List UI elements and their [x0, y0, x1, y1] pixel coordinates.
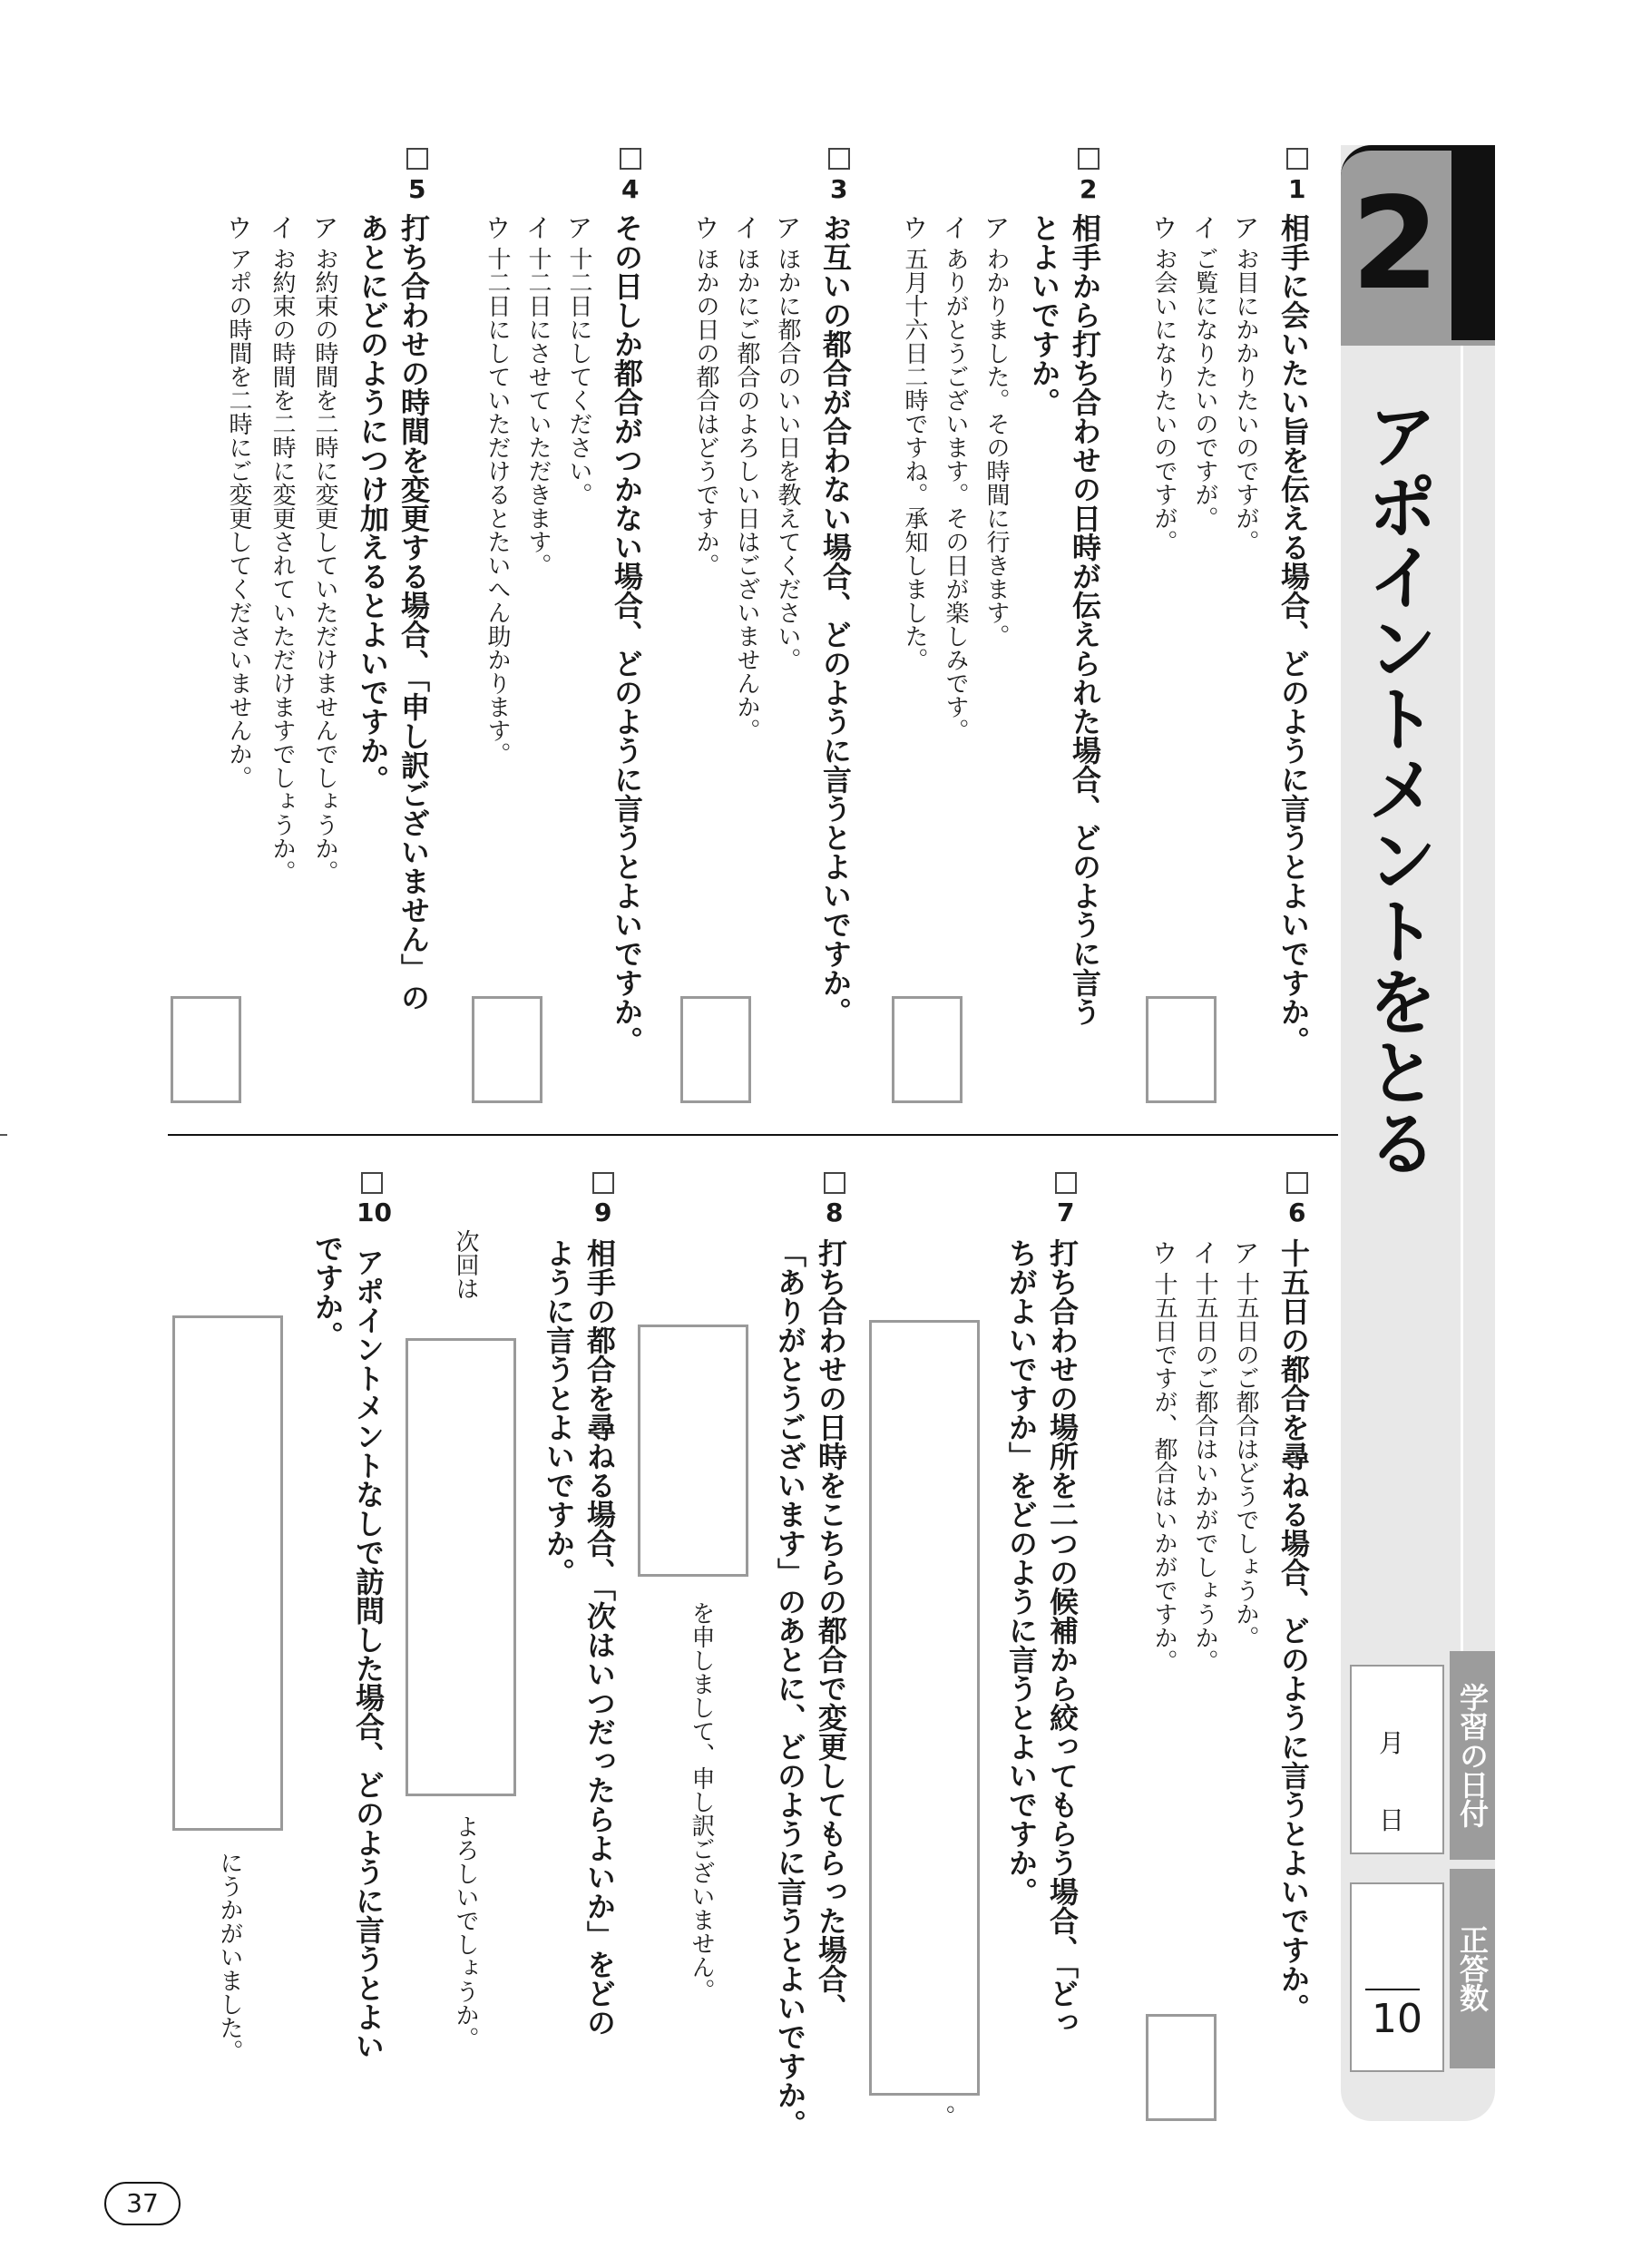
- q1-choice-i-label: イ: [1193, 213, 1219, 243]
- question-9-number: 9: [594, 1198, 612, 1227]
- q2-choice-u-label: ウ: [903, 213, 929, 243]
- question-4-text: その日しか都合がつかない場合、どのように言うとよいですか。: [610, 213, 644, 1055]
- question-2-number: 2: [1080, 174, 1098, 204]
- question-9-text-line-1: 相手の都合を尋ねる場合、「次はいつだったらよいか」をどの: [582, 1238, 617, 2037]
- question-2-text-line-1: 相手から打ち合わせの日時が伝えられた場合、どのように言う: [1068, 213, 1102, 1026]
- correct-count-total: 10: [1372, 1996, 1422, 2042]
- correct-count-box[interactable]: [1350, 1882, 1444, 2072]
- question-5-text-line-1: 打ち合わせの時間を変更する場合、「申し訳ございません」の: [396, 213, 431, 1012]
- q3-choice-a: ほかに都合のいい日を教えてください。: [774, 247, 801, 671]
- q4-choice-i: 十二日にさせていただきます。: [524, 247, 552, 577]
- question-10-text-line-2: ですか。: [310, 1234, 345, 1350]
- header-divider-line: [1461, 336, 1463, 1651]
- q3-choice-a-label: ア: [776, 213, 802, 243]
- question-1-text: 相手に会いたい旨を伝える場合、どのように言うとよいですか。: [1276, 213, 1311, 1055]
- question-4-checkbox[interactable]: [620, 148, 641, 170]
- question-1-answer-box[interactable]: [1146, 996, 1217, 1103]
- q6-choice-u: 十五日ですが、都合はいかがですか。: [1150, 1272, 1178, 1673]
- question-7-checkbox[interactable]: [1055, 1172, 1077, 1194]
- q6-choice-i-label: イ: [1193, 1238, 1219, 1268]
- question-9-text-line-2: ように言うとよいですか。: [542, 1238, 576, 1587]
- question-6-text: 十五日の都合を尋ねる場合、どのように言うとよいですか。: [1276, 1238, 1311, 2022]
- q5-choice-i: お約束の時間を二時に変更されていただけますでしょうか。: [269, 247, 296, 884]
- q4-choice-u: 十二日にしていただけるとたいへん助かります。: [484, 247, 511, 766]
- section-divider: [168, 1134, 1338, 1136]
- correct-count-fraction-line: [1365, 1989, 1420, 1990]
- question-7-text-line-2: ちがよいですか」をどのように言うとよいですか。: [1004, 1238, 1039, 1906]
- question-10-text-line-1: アポイントメントなしで訪問した場合、どのように言うとよい: [351, 1247, 386, 2060]
- study-date-label: 学習の日付: [1450, 1651, 1495, 1860]
- q1-choice-u: お会いになりたいのですが。: [1150, 247, 1178, 553]
- q4-choice-a: 十二日にしてください。: [565, 247, 592, 506]
- question-7-answer-box[interactable]: [869, 1320, 980, 2096]
- question-2-text-line-2: とよいですか。: [1027, 213, 1061, 416]
- page-number: 37: [104, 2182, 181, 2225]
- question-7-text-line-1: 打ち合わせの場所を二つの候補から絞ってもらう場合、「どっ: [1045, 1238, 1080, 2037]
- question-1-checkbox[interactable]: [1286, 148, 1308, 170]
- q4-choice-a-label: ア: [567, 213, 593, 243]
- q1-choice-a-label: ア: [1234, 213, 1260, 243]
- question-8-checkbox[interactable]: [824, 1172, 845, 1194]
- question-2-answer-box[interactable]: [892, 996, 963, 1103]
- edge-tick: [0, 1134, 7, 1136]
- q2-choice-i: ありがとうございます。その日が楽しみです。: [942, 247, 969, 742]
- q2-choice-a-label: ア: [984, 213, 1011, 243]
- date-day-label: 日: [1379, 1805, 1405, 1835]
- question-2-checkbox[interactable]: [1078, 148, 1099, 170]
- question-5-number: 5: [408, 174, 426, 204]
- lesson-title: アポイントメントをとる: [1355, 399, 1437, 1178]
- q1-choice-a: お目にかかりたいのですが。: [1232, 247, 1259, 553]
- q5-choice-a: お約束の時間を二時に変更していただけませんでしょうか。: [311, 247, 338, 884]
- question-9-checkbox[interactable]: [592, 1172, 614, 1194]
- lesson-number: 2: [1351, 171, 1440, 318]
- q5-choice-a-label: ア: [313, 213, 339, 243]
- question-7-number: 7: [1057, 1198, 1075, 1227]
- question-8-text-line-1: 打ち合わせの日時をこちらの都合で変更してもらった場合、: [814, 1238, 848, 2022]
- question-10-suffix: にうかがいました。: [216, 1851, 243, 2063]
- question-8-answer-box[interactable]: [638, 1325, 748, 1577]
- date-month-label: 月: [1379, 1728, 1405, 1758]
- question-3-checkbox[interactable]: [828, 148, 850, 170]
- q1-choice-i: ご覧になりたいのですが。: [1191, 247, 1218, 530]
- question-5-answer-box[interactable]: [171, 996, 241, 1103]
- question-1-number: 1: [1288, 174, 1306, 204]
- question-3-text: お互いの都合が合わない場合、どのように言うとよいですか。: [818, 213, 853, 1026]
- q4-choice-i-label: イ: [526, 213, 552, 243]
- question-9-answer-box[interactable]: [406, 1338, 516, 1796]
- q3-choice-i-label: イ: [735, 213, 761, 243]
- question-6-answer-box[interactable]: [1146, 2014, 1217, 2121]
- question-8-number: 8: [826, 1198, 844, 1227]
- question-10-number: 10: [357, 1198, 392, 1227]
- question-3-answer-box[interactable]: [680, 996, 751, 1103]
- question-6-checkbox[interactable]: [1286, 1172, 1308, 1194]
- q3-choice-u-label: ウ: [694, 213, 720, 243]
- question-9-prefix: 次回は: [452, 1229, 479, 1300]
- question-4-answer-box[interactable]: [472, 996, 542, 1103]
- correct-count-label: 正答数: [1450, 1869, 1495, 2068]
- q6-choice-u-label: ウ: [1152, 1238, 1178, 1268]
- q6-choice-a-label: ア: [1234, 1238, 1260, 1268]
- lesson-number-accent: [1451, 145, 1495, 340]
- q3-choice-i: ほかにご都合のよろしい日はございませんか。: [733, 247, 760, 742]
- q4-choice-u-label: ウ: [485, 213, 512, 243]
- q2-choice-a: わかりました。その時間に行きます。: [982, 247, 1010, 648]
- q5-choice-i-label: イ: [270, 213, 297, 243]
- q1-choice-u-label: ウ: [1152, 213, 1178, 243]
- question-10-checkbox[interactable]: [361, 1172, 383, 1194]
- question-7-suffix: 。: [928, 2105, 955, 2128]
- question-8-text-line-2: 「ありがとうございます」のあとに、どのように言うとよいですか。: [773, 1238, 807, 2138]
- question-8-suffix: を申しまして、申し訳ございません。: [688, 1601, 715, 2002]
- q5-choice-u: アポの時間を二時にご変更してくださいませんか。: [225, 247, 252, 789]
- question-6-number: 6: [1288, 1198, 1306, 1227]
- question-3-number: 3: [830, 174, 848, 204]
- question-9-suffix: よろしいでしょうか。: [452, 1814, 479, 2050]
- question-10-answer-box[interactable]: [172, 1315, 283, 1831]
- q2-choice-u: 五月十六日二時ですね。承知しました。: [901, 247, 928, 671]
- q2-choice-i-label: イ: [943, 213, 970, 243]
- q3-choice-u: ほかの日の都合はどうですか。: [692, 247, 719, 577]
- q6-choice-a: 十五日のご都合はどうでしょうか。: [1232, 1272, 1259, 1649]
- q6-choice-i: 十五日のご都合はいかがでしょうか。: [1191, 1272, 1218, 1673]
- question-5-checkbox[interactable]: [406, 148, 428, 170]
- q5-choice-u-label: ウ: [227, 213, 253, 243]
- question-5-text-line-2: あとにどのようにつけ加えるとよいですか。: [356, 213, 390, 794]
- question-4-number: 4: [621, 174, 640, 204]
